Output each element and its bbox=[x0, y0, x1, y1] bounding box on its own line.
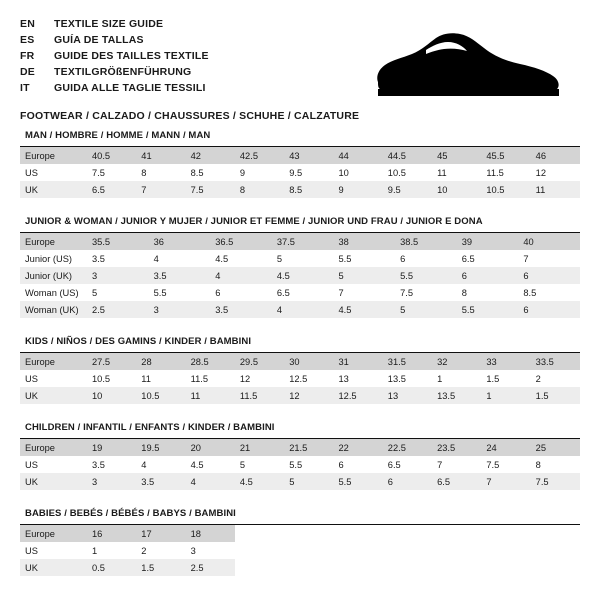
cell: 12.5 bbox=[333, 387, 382, 404]
cell: 21.5 bbox=[284, 439, 333, 456]
cell: 1 bbox=[481, 387, 530, 404]
cell-empty bbox=[235, 542, 284, 559]
row-label: UK bbox=[20, 387, 87, 404]
cell: 8 bbox=[535, 459, 541, 470]
cell: 5.5 bbox=[457, 301, 519, 318]
row-label: UK bbox=[20, 473, 87, 490]
cell: 6 bbox=[518, 301, 580, 318]
cell: 21 bbox=[235, 439, 284, 456]
cell: 10.5 bbox=[92, 373, 111, 384]
cell-empty bbox=[284, 525, 333, 542]
cell: 5 bbox=[276, 253, 283, 264]
cell: 19.5 bbox=[136, 439, 185, 456]
cell: 3.5 bbox=[136, 473, 185, 490]
cell-empty bbox=[432, 542, 481, 559]
cell: 29.5 bbox=[235, 353, 284, 370]
category-heading: FOOTWEAR / CALZADO / CHAUSSURES / SCHUHE / CALZATURE bbox=[20, 110, 360, 122]
cell: 27.5 bbox=[87, 353, 136, 370]
cell: 3.5 bbox=[210, 301, 272, 318]
cell: 18 bbox=[186, 525, 235, 542]
cell: 8 bbox=[141, 167, 147, 178]
cell: 12.5 bbox=[289, 373, 308, 384]
cell: 3 bbox=[87, 473, 136, 490]
cell: 5.5 bbox=[333, 473, 382, 490]
row-label: US bbox=[25, 167, 38, 178]
cell: 5 bbox=[239, 459, 246, 470]
group-title: CHILDREN / INFANTIL / ENFANTS / KINDER / BAMBINI bbox=[20, 422, 580, 439]
cell: 3 bbox=[190, 545, 196, 556]
cell: 2.5 bbox=[186, 559, 235, 576]
cell: 9 bbox=[239, 167, 246, 178]
cell: 10 bbox=[87, 387, 136, 404]
cell: 1 bbox=[92, 545, 98, 556]
cell: 6.5 bbox=[432, 473, 481, 490]
cell: 41 bbox=[136, 147, 185, 164]
size-table-kids bbox=[20, 353, 580, 404]
dress-shoe-icon bbox=[366, 30, 566, 108]
cell: 46 bbox=[531, 147, 580, 164]
cell: 42.5 bbox=[235, 147, 284, 164]
cell: 8.5 bbox=[284, 181, 333, 198]
table-row bbox=[20, 456, 580, 473]
cell: 4.5 bbox=[190, 459, 204, 470]
row-label: Europe bbox=[20, 525, 87, 542]
table-row bbox=[20, 353, 580, 370]
cell: 13 bbox=[383, 387, 432, 404]
cell: 45.5 bbox=[481, 147, 530, 164]
cell-empty bbox=[333, 525, 382, 542]
cell-empty bbox=[481, 559, 530, 576]
language-row bbox=[20, 80, 209, 96]
cell: 12 bbox=[284, 387, 333, 404]
cell: 5.5 bbox=[289, 459, 303, 470]
cell: 2.5 bbox=[87, 301, 149, 318]
cell: 4 bbox=[153, 253, 159, 264]
cell: 12 bbox=[535, 167, 547, 178]
cell: 7.5 bbox=[531, 473, 580, 490]
language-title: GUIDE DES TAILLES TEXTILE bbox=[54, 50, 209, 62]
cell: 6.5 bbox=[87, 181, 136, 198]
cell: 1.5 bbox=[136, 559, 185, 576]
size-table-children bbox=[20, 439, 580, 490]
language-title: TEXTILGRÖßENFÜHRUNG bbox=[54, 66, 192, 78]
size-table-man bbox=[20, 147, 580, 198]
language-title-list bbox=[20, 16, 209, 96]
row-label: Junior (UK) bbox=[20, 267, 87, 284]
size-group-kids bbox=[20, 336, 580, 404]
cell: 1.5 bbox=[531, 387, 580, 404]
group-title: BABIES / BEBÉS / BÉBÉS / BABYS / BAMBINI bbox=[20, 508, 580, 525]
cell: 10 bbox=[338, 167, 349, 178]
row-label: Europe bbox=[20, 439, 87, 456]
cell-empty bbox=[432, 525, 481, 542]
cell: 4.5 bbox=[235, 473, 284, 490]
cell: 33 bbox=[481, 353, 530, 370]
cell: 35.5 bbox=[87, 233, 149, 250]
cell-empty bbox=[481, 525, 530, 542]
cell: 22.5 bbox=[383, 439, 432, 456]
cell: 10.5 bbox=[481, 181, 530, 198]
cell: 19 bbox=[87, 439, 136, 456]
language-row bbox=[20, 64, 209, 80]
cell-empty bbox=[333, 559, 382, 576]
cell: 36 bbox=[149, 233, 211, 250]
page-header bbox=[20, 16, 580, 122]
cell: 4 bbox=[272, 301, 334, 318]
language-code: ES bbox=[20, 34, 35, 46]
cell: 23.5 bbox=[432, 439, 481, 456]
cell: 10.5 bbox=[387, 167, 406, 178]
language-code: IT bbox=[20, 82, 30, 94]
cell: 37.5 bbox=[272, 233, 334, 250]
cell: 33.5 bbox=[531, 353, 580, 370]
cell-empty bbox=[383, 525, 432, 542]
table-row bbox=[20, 473, 580, 490]
cell: 38.5 bbox=[395, 233, 457, 250]
cell: 4 bbox=[186, 473, 235, 490]
cell: 28.5 bbox=[186, 353, 235, 370]
cell: 10 bbox=[432, 181, 481, 198]
table-row bbox=[20, 181, 580, 198]
cell: 7.5 bbox=[92, 167, 105, 178]
cell: 8.5 bbox=[523, 287, 537, 298]
row-label: Europe bbox=[20, 233, 87, 250]
row-label: Woman (US) bbox=[25, 287, 79, 298]
cell: 5.5 bbox=[153, 287, 167, 298]
size-group-junior-woman bbox=[20, 216, 580, 318]
cell: 5 bbox=[284, 473, 333, 490]
cell-empty bbox=[235, 525, 284, 542]
cell: 25 bbox=[531, 439, 580, 456]
cell: 30 bbox=[284, 353, 333, 370]
cell: 36.5 bbox=[210, 233, 272, 250]
cell: 9.5 bbox=[289, 167, 303, 178]
cell: 6 bbox=[215, 287, 221, 298]
table-row bbox=[20, 370, 580, 387]
group-title: JUNIOR & WOMAN / JUNIOR Y MUJER / JUNIOR ET FEMME / JUNIOR UND FRAU / JUNIOR E DONA bbox=[20, 216, 580, 233]
cell-empty bbox=[531, 559, 580, 576]
cell-empty bbox=[531, 542, 580, 559]
cell: 6 bbox=[338, 459, 344, 470]
cell: 2 bbox=[535, 373, 541, 384]
row-label: Woman (UK) bbox=[20, 301, 87, 318]
cell: 11 bbox=[437, 167, 447, 178]
cell: 31 bbox=[333, 353, 382, 370]
cell: 3.5 bbox=[92, 459, 105, 470]
table-row bbox=[20, 284, 580, 301]
group-title: KIDS / NIÑOS / DES GAMINS / KINDER / BAMBINI bbox=[20, 336, 580, 353]
cell: 6.5 bbox=[387, 459, 401, 470]
cell: 4.5 bbox=[334, 301, 396, 318]
cell: 11 bbox=[141, 373, 151, 384]
row-label: US bbox=[25, 373, 38, 384]
group-title: MAN / HOMBRE / HOMME / MANN / MAN bbox=[20, 130, 580, 147]
cell: 44.5 bbox=[383, 147, 432, 164]
cell: 42 bbox=[186, 147, 235, 164]
cell: 32 bbox=[432, 353, 481, 370]
cell: 7 bbox=[481, 473, 530, 490]
cell: 6.5 bbox=[276, 287, 290, 298]
cell: 6 bbox=[400, 253, 406, 264]
cell: 4 bbox=[210, 267, 272, 284]
cell: 4 bbox=[141, 459, 147, 470]
cell: 2 bbox=[141, 545, 147, 556]
cell: 6 bbox=[457, 267, 519, 284]
table-row bbox=[20, 267, 580, 284]
language-code: EN bbox=[20, 18, 35, 30]
cell: 11 bbox=[186, 387, 235, 404]
cell: 17 bbox=[136, 525, 185, 542]
cell: 4.5 bbox=[215, 253, 229, 264]
cell: 11.5 bbox=[190, 373, 208, 384]
table-row bbox=[20, 387, 580, 404]
size-group-babies bbox=[20, 508, 580, 576]
size-table-junior-woman bbox=[20, 233, 580, 318]
cell: 38 bbox=[334, 233, 396, 250]
row-label: Europe bbox=[20, 147, 87, 164]
cell-empty bbox=[284, 559, 333, 576]
cell: 11.5 bbox=[486, 167, 504, 178]
language-title: GUIDA ALLE TAGLIE TESSILI bbox=[54, 82, 206, 94]
cell: 0.5 bbox=[87, 559, 136, 576]
cell: 5 bbox=[334, 267, 396, 284]
cell: 40 bbox=[518, 233, 580, 250]
cell: 7 bbox=[136, 181, 185, 198]
cell-empty bbox=[333, 542, 382, 559]
language-row bbox=[20, 48, 209, 64]
cell-empty bbox=[481, 542, 530, 559]
cell: 16 bbox=[87, 525, 136, 542]
cell-empty bbox=[284, 542, 333, 559]
cell: 9.5 bbox=[383, 181, 432, 198]
cell: 6 bbox=[518, 267, 580, 284]
row-label: Europe bbox=[20, 353, 87, 370]
cell: 13.5 bbox=[432, 387, 481, 404]
table-row bbox=[20, 233, 580, 250]
cell: 45 bbox=[432, 147, 481, 164]
cell: 11 bbox=[531, 181, 580, 198]
cell: 7.5 bbox=[186, 181, 235, 198]
cell-empty bbox=[432, 559, 481, 576]
cell: 22 bbox=[333, 439, 382, 456]
cell: 7 bbox=[437, 459, 443, 470]
cell: 7 bbox=[338, 287, 344, 298]
cell: 10.5 bbox=[136, 387, 185, 404]
cell: 3 bbox=[149, 301, 211, 318]
cell: 5.5 bbox=[338, 253, 352, 264]
row-label: US bbox=[25, 459, 38, 470]
cell: 13.5 bbox=[387, 373, 406, 384]
cell: 8 bbox=[461, 287, 467, 298]
cell: 1 bbox=[437, 373, 443, 384]
cell-empty bbox=[383, 542, 432, 559]
cell: 5 bbox=[395, 301, 457, 318]
table-row bbox=[20, 147, 580, 164]
language-row bbox=[20, 16, 209, 32]
table-row bbox=[20, 439, 580, 456]
cell: 6.5 bbox=[461, 253, 475, 264]
table-row bbox=[20, 542, 580, 559]
size-group-man bbox=[20, 130, 580, 198]
cell: 20 bbox=[186, 439, 235, 456]
cell: 8 bbox=[235, 181, 284, 198]
cell: 44 bbox=[333, 147, 382, 164]
table-row bbox=[20, 559, 580, 576]
cell: 7.5 bbox=[400, 287, 414, 298]
language-code: DE bbox=[20, 66, 35, 78]
table-row bbox=[20, 301, 580, 318]
cell: 3 bbox=[87, 267, 149, 284]
cell: 7.5 bbox=[486, 459, 500, 470]
cell: 24 bbox=[481, 439, 530, 456]
language-title: GUÍA DE TALLAS bbox=[54, 34, 144, 46]
cell: 6 bbox=[383, 473, 432, 490]
cell: 5.5 bbox=[395, 267, 457, 284]
cell: 11.5 bbox=[235, 387, 284, 404]
table-row bbox=[20, 525, 580, 542]
cell-empty bbox=[235, 559, 284, 576]
cell: 7 bbox=[523, 253, 529, 264]
cell: 5 bbox=[92, 287, 98, 298]
cell: 13 bbox=[338, 373, 349, 384]
cell: 3.5 bbox=[92, 253, 105, 264]
cell: 1.5 bbox=[486, 373, 500, 384]
cell: 12 bbox=[239, 373, 251, 384]
size-table-babies bbox=[20, 525, 580, 576]
cell: 4.5 bbox=[272, 267, 334, 284]
size-group-children bbox=[20, 422, 580, 490]
language-row bbox=[20, 32, 209, 48]
cell-empty bbox=[383, 559, 432, 576]
language-title: TEXTILE SIZE GUIDE bbox=[54, 18, 164, 30]
cell: 40.5 bbox=[87, 147, 136, 164]
cell: 9 bbox=[333, 181, 382, 198]
row-label: UK bbox=[20, 181, 87, 198]
cell-empty bbox=[531, 525, 580, 542]
cell: 3.5 bbox=[149, 267, 211, 284]
cell: 39 bbox=[457, 233, 519, 250]
cell: 43 bbox=[284, 147, 333, 164]
row-label: UK bbox=[20, 559, 87, 576]
table-row bbox=[20, 164, 580, 181]
cell: 28 bbox=[136, 353, 185, 370]
cell: 8.5 bbox=[190, 167, 204, 178]
language-code: FR bbox=[20, 50, 35, 62]
cell: 31.5 bbox=[383, 353, 432, 370]
table-row bbox=[20, 250, 580, 267]
row-label: US bbox=[25, 545, 38, 556]
row-label: Junior (US) bbox=[25, 253, 73, 264]
